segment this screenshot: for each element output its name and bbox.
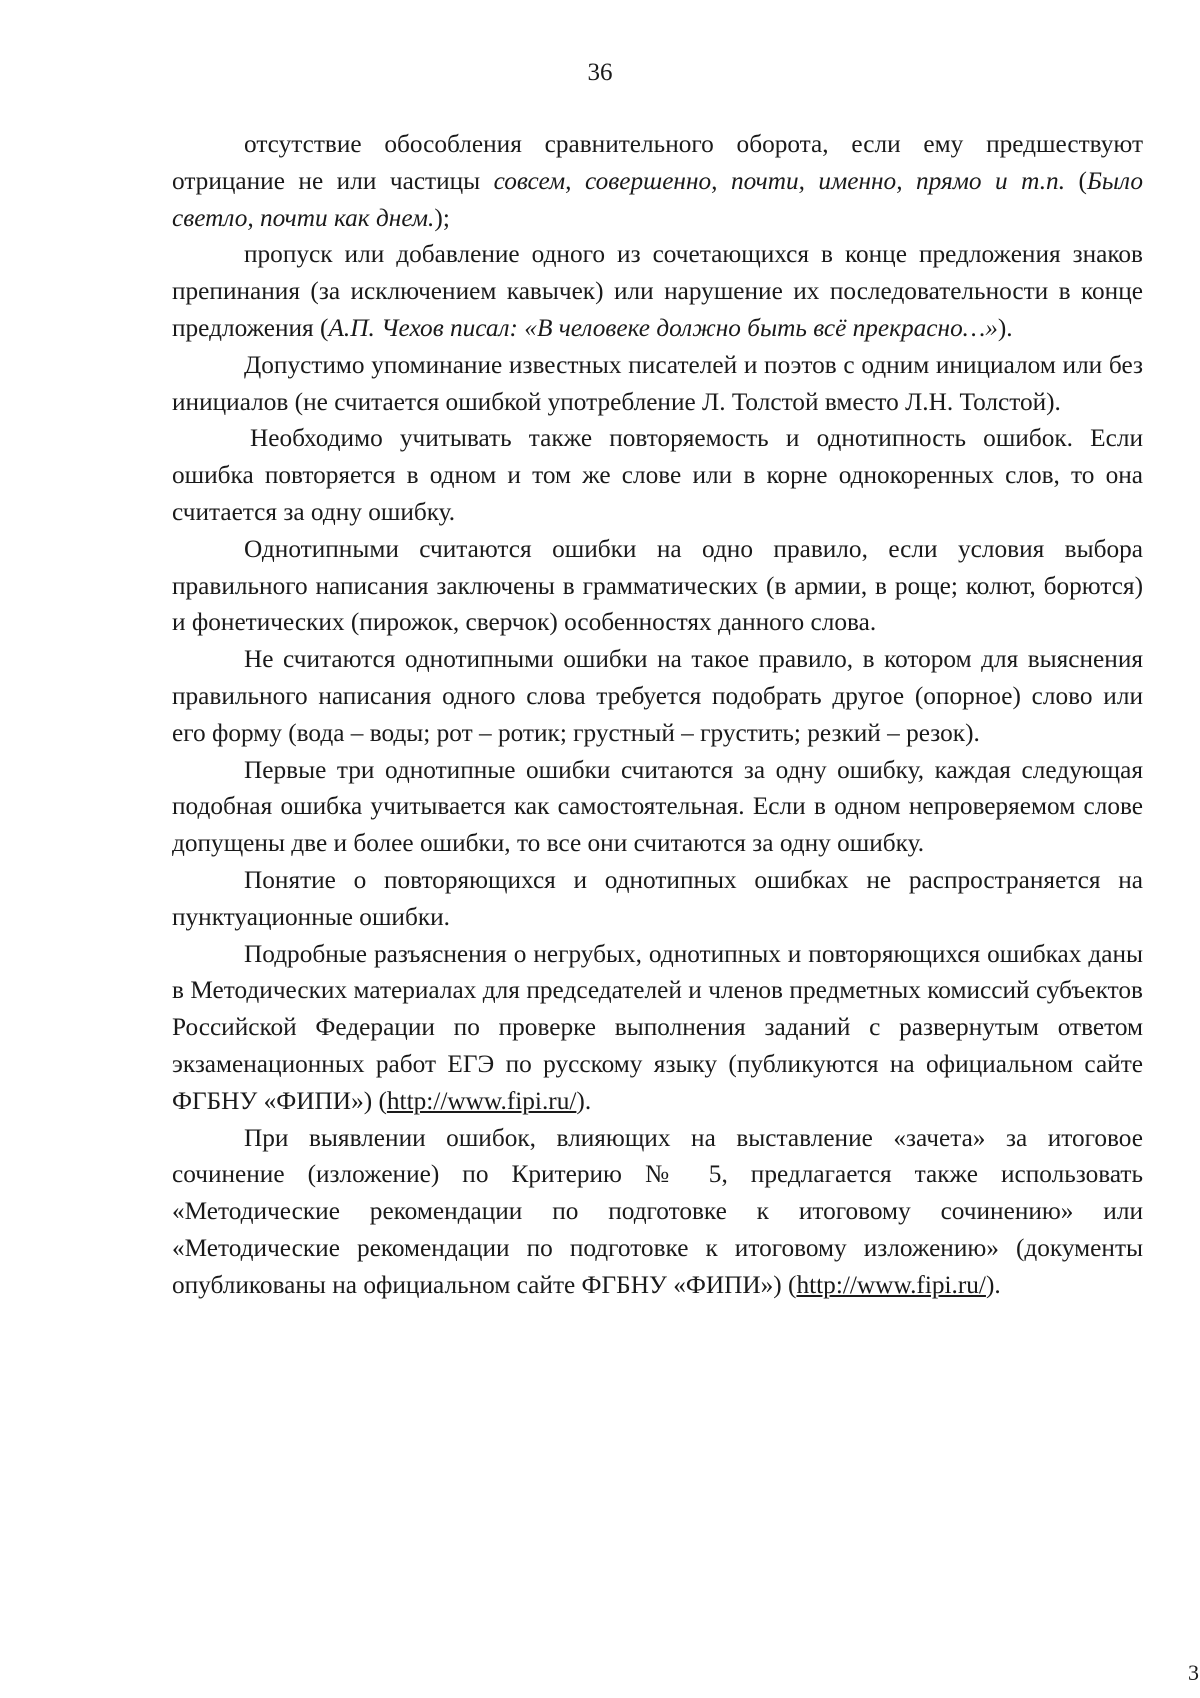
paragraph-text: ). [985, 1270, 1001, 1299]
document-body [172, 126, 1143, 1304]
paragraph-text: При выявлении ошибок, влияющих на выставление «зачета» за итоговое сочинение (изложение) по Критерию № 5, предлагается также использовать «Методические рекомендации по подготовке к итоговому сочинению» или «Методические рекомендации по подготовке к итоговому изложению» (документы опубликованы на официальном сайте ФГБНУ «ФИПИ») ( [172, 1123, 1143, 1299]
paragraph-text: отсутствие обособления сравнительного оборота, если ему предшествуют отрицание не или частицы [172, 130, 1143, 195]
paragraph-methodical-materials [172, 936, 1143, 1120]
fipi-link[interactable]: http://www.fipi.ru/ [386, 1086, 577, 1115]
italic-particles: совсем, совершенно, почти, именно, прямо и т.п. [493, 166, 1066, 195]
paragraph-comparative-phrase [172, 126, 1143, 236]
paragraph-text: ); [434, 203, 450, 232]
paragraph-text: ). [997, 313, 1013, 342]
paragraph-punctuation-order [172, 236, 1143, 346]
paragraph-not-same-type: Не считаются однотипными ошибки на такое правило, в котором для выяснения правильного написания одного слова требуется подобрать другое (опорное) слово или его форму (вода – воды; рот – ротик; грустный – грустить; резкий – резок). [172, 645, 1143, 747]
page-number: 36 [587, 59, 613, 86]
paragraph-text: Подробные разъяснения о негрубых, однотипных и повторяющихся ошибках даны в Методических материалах для председателей и членов предметных комиссий субъектов Российской Федерации по проверке выполнения заданий с развернутым ответом экзаменационных работ ЕГЭ по русскому языку (публикуются на официальном сайте ФГБНУ «ФИПИ») ( [172, 939, 1143, 1115]
paragraph-initials: Допустимо упоминание известных писателей и поэтов с одним инициалом или без инициалов (не считается ошибкой употребление Л. Толстой вместо Л.Н. Толстой). [172, 350, 1143, 416]
paragraph-recommendations [172, 1120, 1143, 1304]
paragraph-repeated-errors: Необходимо учитывать также повторяемость и однотипность ошибок. Если ошибка повторяется в одном и том же слове или в корне однокоренных слов, то она считается за одну ошибку. [172, 424, 1143, 526]
paragraph-text: ( [1065, 166, 1087, 195]
paragraph-text: пропуск или добавление одного из сочетающихся в конце предложения знаков препинания (за исключением кавычек) или нарушение их последовательности в конце предложения ( [172, 240, 1143, 342]
italic-example: Было светло, почти как днем. [172, 166, 1143, 232]
fipi-link[interactable]: http://www.fipi.ru/ [796, 1270, 986, 1299]
paragraph-first-three-errors: Первые три однотипные ошибки считаются за одну ошибку, каждая следующая подобная ошибка учитывается как самостоятельная. Если в одном непроверяемом слове допущены две и более ошибки, то все они считаются за одну ошибку. [172, 755, 1143, 858]
edge-page-mark: 3 [1188, 1660, 1199, 1685]
italic-example: А.П. Чехов писал: «В человеке должно быть всё прекрасно…» [328, 313, 998, 342]
paragraph-text: ). [576, 1086, 592, 1115]
paragraph-punctuation-exception: Понятие о повторяющихся и однотипных ошибках не распространяется на пунктуационные ошибки. [172, 865, 1143, 931]
paragraph-same-type-errors: Однотипными считаются ошибки на одно правило, если условия выбора правильного написания заключены в грамматических (в армии, в роще; колют, борются) и фонетических (пирожок, сверчок) особенностях данного слова. [172, 534, 1143, 637]
